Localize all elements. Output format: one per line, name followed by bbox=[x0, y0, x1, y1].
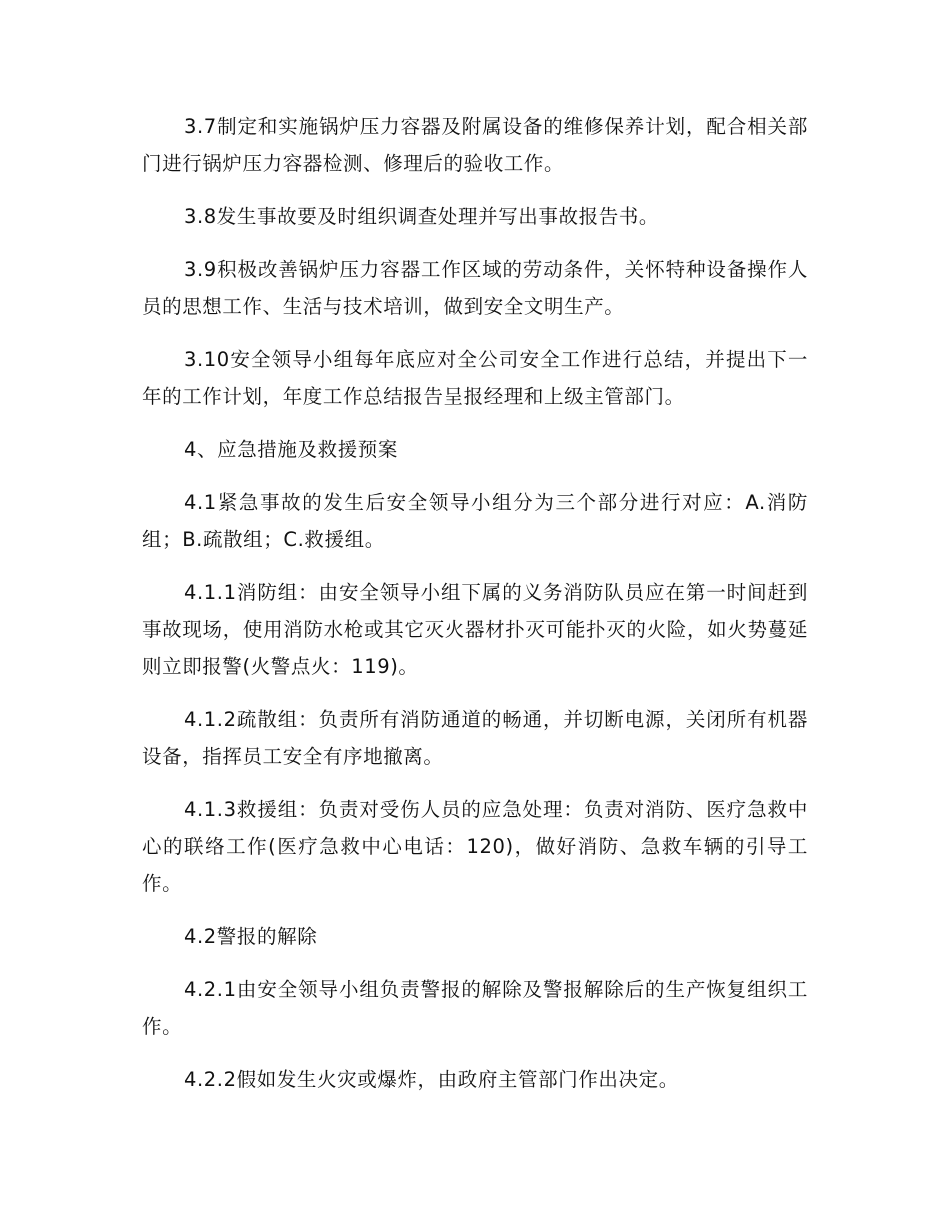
paragraph-3-7: 3.7制定和实施锅炉压力容器及附属设备的维修保养计划，配合相关部门进行锅炉压力容器检测、修理后的验收工作。 bbox=[142, 115, 808, 175]
paragraph-4-1-1: 4.1.1消防组：由安全领导小组下属的义务消防队员应在第一时间赶到事故现场，使用消防水枪或其它灭火器材扑灭可能扑灭的火险，如火势蔓延则立即报警(火警点火：119)。 bbox=[142, 581, 808, 678]
paragraph-4-1-3: 4.1.3救援组：负责对受伤人员的应急处理：负责对消防、医疗急救中心的联络工作(医疗急救中心电话：120)，做好消防、急救车辆的引导工作。 bbox=[142, 798, 808, 895]
document-body bbox=[142, 108, 808, 1114]
paragraph-4-2-2: 4.2.2假如发生火灾或爆炸，由政府主管部门作出决定。 bbox=[184, 1068, 679, 1091]
paragraph-3-9: 3.9积极改善锅炉压力容器工作区域的劳动条件，关怀特种设备操作人员的思想工作、生活与技术培训，做到安全文明生产。 bbox=[142, 258, 808, 318]
subsection-heading-4-2: 4.2警报的解除 bbox=[184, 925, 318, 948]
paragraph-3-8: 3.8发生事故要及时组织调查处理并写出事故报告书。 bbox=[184, 205, 660, 228]
paragraph-4-1-2: 4.1.2疏散组：负责所有消防通道的畅通，并切断电源，关闭所有机器设备，指挥员工安全有序地撤离。 bbox=[142, 708, 808, 768]
paragraph-4-2-1: 4.2.1由安全领导小组负责警报的解除及警报解除后的生产恢复组织工作。 bbox=[142, 978, 808, 1038]
section-heading-4: 4、应急措施及救援预案 bbox=[184, 438, 399, 461]
paragraph-4-1: 4.1紧急事故的发生后安全领导小组分为三个部分进行对应：A.消防组；B.疏散组；C.救援组。 bbox=[142, 491, 808, 551]
paragraph-3-10: 3.10安全领导小组每年底应对全公司安全工作进行总结，并提出下一年的工作计划，年度工作总结报告呈报经理和上级主管部门。 bbox=[142, 348, 808, 408]
